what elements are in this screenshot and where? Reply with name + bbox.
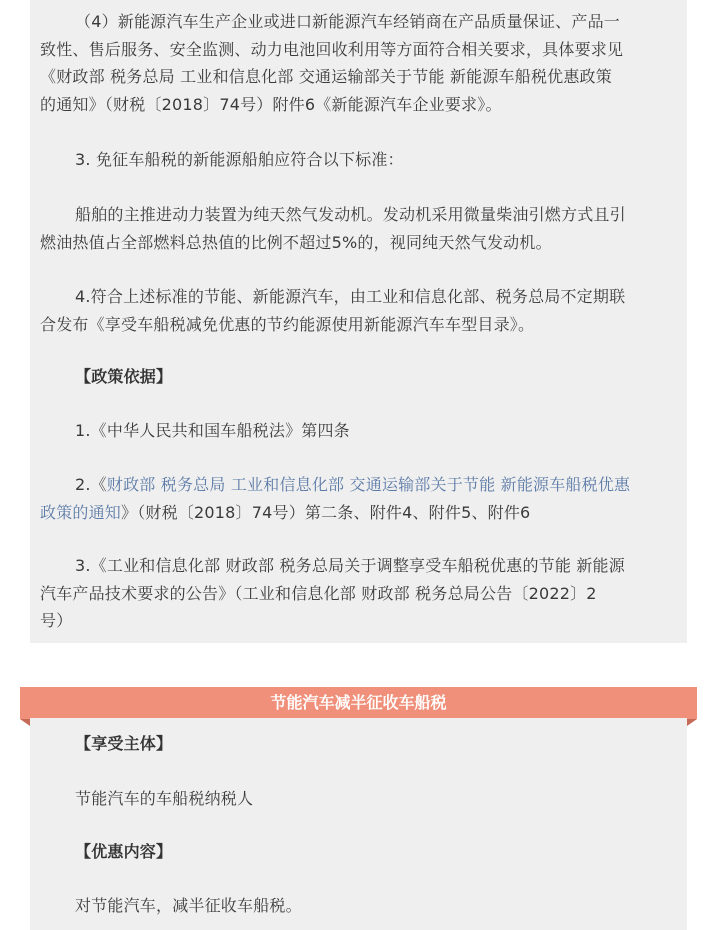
policy-notice-link[interactable]: 财政部 税务总局 工业和信息化部 交通运输部关于节能 新能源车船税优惠 <box>106 475 631 494</box>
reference-3 <box>40 552 680 635</box>
section-banner <box>20 687 697 719</box>
banner-fold-right <box>687 719 697 726</box>
paragraph-ship-standards-heading <box>40 146 680 174</box>
text-line: 节能汽车的车船税纳税人 <box>75 789 254 808</box>
policy-notice-link-continued[interactable]: 政策的通知 <box>40 502 122 522</box>
text-line: 燃油热值占全部燃料总热值的比例不超过5%的，视同纯天然气发动机。 <box>40 232 552 252</box>
text-line: 4.符合上述标准的节能、新能源汽车，由工业和信息化部、税务总局不定期联 <box>75 287 626 306</box>
text-line: 3. 免征车船税的新能源船舶应符合以下标准： <box>75 150 404 169</box>
text-line: 号） <box>40 611 73 630</box>
reference-2 <box>40 471 680 526</box>
text-fragment: 》（财税〔2018〕74号）第二条、附件4、附件5、附件6 <box>121 502 531 522</box>
section-banner-title: 节能汽车减半征收车船税 <box>270 693 447 712</box>
paragraph-ship-engine <box>40 201 680 256</box>
text-line: 船舶的主推进动力装置为纯天然气发动机。发动机采用微量柴油引燃方式且引 <box>75 205 626 224</box>
section-heading: 【享受主体】 <box>75 734 173 753</box>
paragraph-new-energy-vehicle-requirements <box>40 8 680 118</box>
text-line: 的通知》（财税〔2018〕74号）附件6《新能源汽车企业要求》。 <box>40 94 502 114</box>
section-heading: 【优惠内容】 <box>75 842 173 861</box>
benefit-text <box>40 892 680 920</box>
text-line: 对节能汽车，减半征收车船税。 <box>75 896 302 915</box>
benefit-heading <box>40 838 680 866</box>
text-fragment: 2.《 <box>75 475 107 494</box>
text-line: 1.《中华人民共和国车船税法》第四条 <box>75 421 350 440</box>
reference-1 <box>40 417 680 445</box>
banner-fold-left <box>20 719 30 726</box>
text-line: 《财政部 税务总局 工业和信息化部 交通运输部关于节能 新能源车船税优惠政策 <box>40 67 612 86</box>
policy-basis-heading <box>40 363 680 391</box>
text-line: （4）新能源汽车生产企业或进口新能源汽车经销商在产品质量保证、产品一 <box>75 12 620 31</box>
text-line: 汽车产品技术要求的公告》（工业和信息化部 财政部 税务总局公告〔2022〕2 <box>40 583 597 603</box>
beneficiary-heading <box>40 730 680 758</box>
paragraph-catalog-release <box>40 283 680 338</box>
text-line: 合发布《享受车船税减免优惠的节约能源使用新能源汽车车型目录》。 <box>40 314 535 334</box>
section-heading: 【政策依据】 <box>75 367 173 386</box>
text-line: 3.《工业和信息化部 财政部 税务总局关于调整享受车船税优惠的节能 新能源 <box>75 556 625 575</box>
beneficiary-text <box>40 785 680 813</box>
text-line: 致性、售后服务、安全监测、动力电池回收利用等方面符合相关要求，具体要求见 <box>40 39 624 59</box>
